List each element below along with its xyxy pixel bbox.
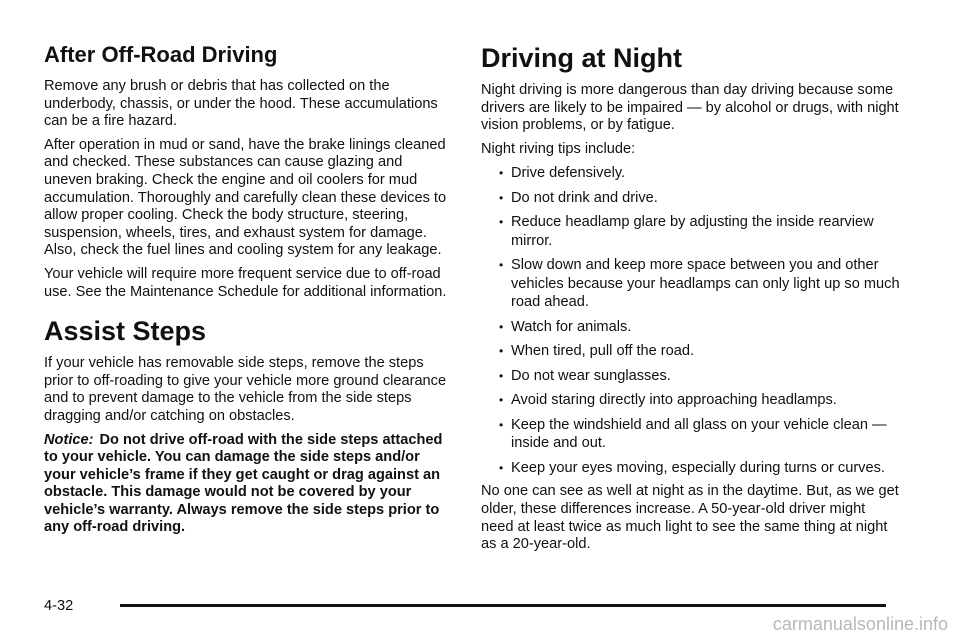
bullet-icon: • [499, 319, 504, 334]
watermark: carmanualsonline.info [772, 614, 948, 634]
list-item: • Keep the windshield and all glass on your vehicle clean — inside and out. [499, 416, 887, 452]
list-item: • Avoid staring directly into approaching headlamps. [499, 392, 837, 409]
assist-steps-heading: Assist Steps [44, 316, 207, 347]
notice-label: Notice: [44, 431, 94, 448]
off-road-paragraph-2: After operation in mud or sand, have the brake linings cleaned and checked. These substances can cause glazing and uneven braking. Check the engine and oil coolers for mud accumulation. Thoroughly and carefully clean these devices to allow proper cooling. Check the body structure, steering, suspension, wheels, tires, and exhaust system for damage. Also, check the fuel lines and cooling system for any leakage. [44, 136, 447, 259]
driving-at-night-heading: Driving at Night [481, 43, 682, 73]
right-column [481, 40, 901, 560]
bullet-icon: • [499, 368, 504, 383]
notice-block [44, 432, 454, 538]
list-item: • Watch for animals. [499, 318, 632, 335]
bullet-icon: • [499, 190, 504, 205]
bullet-icon: • [499, 460, 504, 475]
list-item: • Reduce headlamp glare by adjusting the inside rearview mirror. [499, 214, 874, 249]
list-item: • When tired, pull off the road. [499, 343, 695, 360]
tips-list [481, 164, 901, 477]
assist-steps-paragraph: If your vehicle has removable side steps, remove the steps prior to off-roading to give your vehicle more ground clearance and to prevent damage to the vehicle from the side steps dragging and/or catching on obstacles. [44, 355, 447, 424]
left-column [44, 40, 454, 543]
bullet-icon: • [499, 166, 504, 181]
off-road-paragraph-1: Remove any brush or debris that has collected on the underbody, chassis, or under the hood. These accumulations can be a fire hazard. [44, 78, 438, 130]
list-item: • Do not drink and drive. [499, 189, 658, 206]
off-road-heading: After Off-Road Driving [44, 42, 278, 67]
bullet-icon: • [499, 215, 504, 230]
off-road-paragraph-3: Your vehicle will require more frequent service due to off-road use. See the Maintenance Schedule for additional information. [44, 265, 447, 300]
list-item: • Drive defensively. [499, 165, 626, 182]
closing-paragraph: No one can see as well at night as in the daytime. But, as we get older, these differences increase. A 50-year-old driver might need at least twice as much light to see the same thing at night as a 20-year-old. [481, 483, 899, 553]
notice-text: Do not drive off-road with the side steps attached to your vehicle. You can damage the side steps and/or your vehicle’s frame if they get caught or drag against an obstacle. This damage would not be covered by your vehicle’s warranty. Always remove the side steps prior to any off-road driving. [44, 431, 443, 536]
bullet-icon: • [499, 417, 504, 432]
list-item: • Do not wear sunglasses. [499, 367, 671, 384]
page-footer [44, 598, 886, 618]
bullet-icon: • [499, 393, 504, 408]
tips-intro: Night riving tips include: [481, 140, 636, 157]
footer-rule [120, 604, 886, 607]
night-intro-paragraph: Night driving is more dangerous than day driving because some drivers are likely to be impaired — by alcohol or drugs, with night vision problems, or by fatigue. [481, 82, 899, 134]
bullet-icon: • [499, 344, 504, 359]
list-item: • Slow down and keep more space between you and other vehicles because your headlamps can only light up so much road ahead. [499, 257, 900, 311]
page-number: 4-32 [44, 598, 74, 614]
list-item: • Keep your eyes moving, especially during turns or curves. [499, 459, 885, 476]
bullet-icon: • [499, 258, 504, 273]
